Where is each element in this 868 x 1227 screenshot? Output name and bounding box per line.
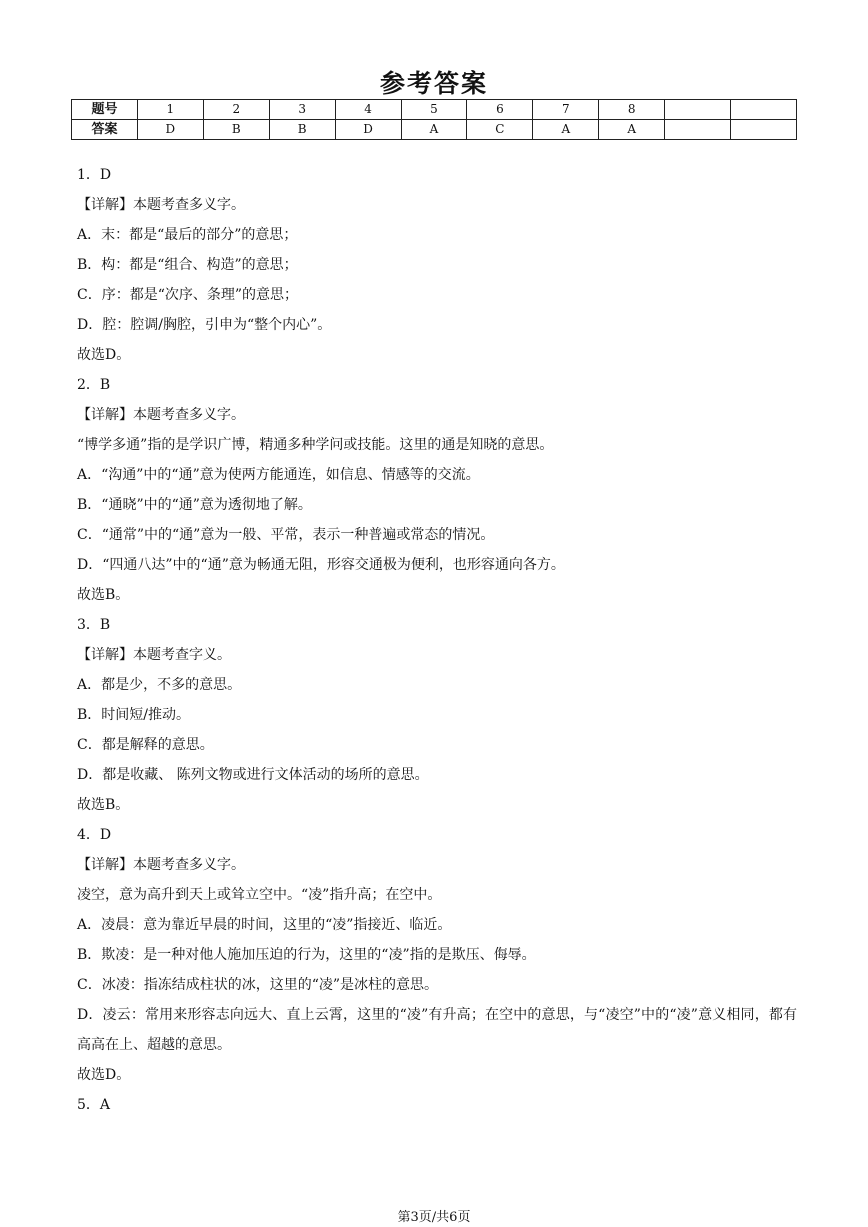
- question-number-cell: 2: [203, 100, 269, 120]
- answer-cell: A: [401, 120, 467, 140]
- question-number-cell: 4: [335, 100, 401, 120]
- answer-key-table: [71, 99, 797, 140]
- option-explanation: B．“通晓”中的“通”意为透彻地了解。: [77, 497, 312, 513]
- answer-cell: A: [533, 120, 599, 140]
- option-explanation: B．时间短/推动。: [77, 707, 191, 723]
- option-explanation: A．都是少，不多的意思。: [77, 677, 242, 693]
- explanation-intro: 【详解】本题考查字义。: [77, 647, 231, 663]
- page-footer: 第3页/共6页: [397, 1210, 471, 1225]
- conclusion-line: 故选D。: [77, 1067, 131, 1083]
- option-explanation: A．“沟通”中的“通”意为使两方能通连，如信息、情感等的交流。: [77, 467, 480, 483]
- question-number-cell: [665, 100, 731, 120]
- answer-explanations: [77, 160, 797, 1120]
- answer-heading: 3．B: [77, 617, 111, 633]
- row-header-answer: 答案: [72, 120, 138, 140]
- answer-heading: 1．D: [77, 167, 112, 183]
- answer-cell: D: [137, 120, 203, 140]
- answer-cell: [665, 120, 731, 140]
- answer-cell: C: [467, 120, 533, 140]
- page-title: 参考答案: [379, 69, 488, 98]
- option-explanation: B．欺凌：是一种对他人施加压迫的行为，这里的“凌”指的是欺压、侮辱。: [77, 947, 536, 963]
- question-number-cell: 5: [401, 100, 467, 120]
- question-number-cell: 6: [467, 100, 533, 120]
- option-explanation: D．凌云：常用来形容志向远大、直上云霄，这里的“凌”有升高；在空中的意思，与“凌空”中的“凌”意义相同，都有高高在上、超越的意思。: [77, 1007, 797, 1053]
- answer-cell: A: [599, 120, 665, 140]
- option-explanation: A．凌晨：意为靠近早晨的时间，这里的“凌”指接近、临近。: [77, 917, 452, 933]
- explanation-intro: 【详解】本题考查多义字。: [77, 857, 245, 873]
- option-explanation: B．构：都是“组合、构造”的意思；: [77, 257, 298, 273]
- explanation-text: 凌空，意为高升到天上或耸立空中。“凌”指升高；在空中。: [77, 887, 442, 903]
- question-number-cell: 3: [269, 100, 335, 120]
- question-number-cell: [731, 100, 797, 120]
- question-number-cell: 7: [533, 100, 599, 120]
- option-explanation: D．都是收藏、 陈列文物或进行文体活动的场所的意思。: [77, 767, 429, 783]
- answer-cell: D: [335, 120, 401, 140]
- answer-cell: B: [203, 120, 269, 140]
- answer-cell: B: [269, 120, 335, 140]
- answer-heading: 5．A: [77, 1097, 111, 1113]
- option-explanation: C．序：都是“次序、条理”的意思；: [77, 287, 299, 303]
- option-explanation: C．冰凌：指冻结成柱状的冰，这里的“凌”是冰柱的意思。: [77, 977, 439, 993]
- question-number-cell: 8: [599, 100, 665, 120]
- conclusion-line: 故选D。: [77, 347, 131, 363]
- answer-row: [72, 120, 797, 140]
- option-explanation: D．“四通八达”中的“通”意为畅通无阻，形容交通极为便利，也形容通向各方。: [77, 557, 565, 573]
- option-explanation: C．都是解释的意思。: [77, 737, 214, 753]
- row-header-number: 题号: [72, 100, 138, 120]
- answer-cell: [731, 120, 797, 140]
- answer-heading: 4．D: [77, 827, 112, 843]
- explanation-intro: 【详解】本题考查多义字。: [77, 197, 245, 213]
- conclusion-line: 故选B。: [77, 797, 130, 813]
- question-number-cell: 1: [137, 100, 203, 120]
- explanation-text: “博学多通”指的是学识广博，精通多种学问或技能。这里的通是知晓的意思。: [77, 437, 554, 453]
- option-explanation: C．“通常”中的“通”意为一般、平常，表示一种普遍或常态的情况。: [77, 527, 495, 543]
- option-explanation: D．腔：腔调/胸腔，引申为“整个内心”。: [77, 317, 332, 333]
- conclusion-line: 故选B。: [77, 587, 130, 603]
- question-number-row: [72, 100, 797, 120]
- answer-heading: 2．B: [77, 377, 111, 393]
- explanation-intro: 【详解】本题考查多义字。: [77, 407, 245, 423]
- option-explanation: A．末：都是“最后的部分”的意思；: [77, 227, 298, 243]
